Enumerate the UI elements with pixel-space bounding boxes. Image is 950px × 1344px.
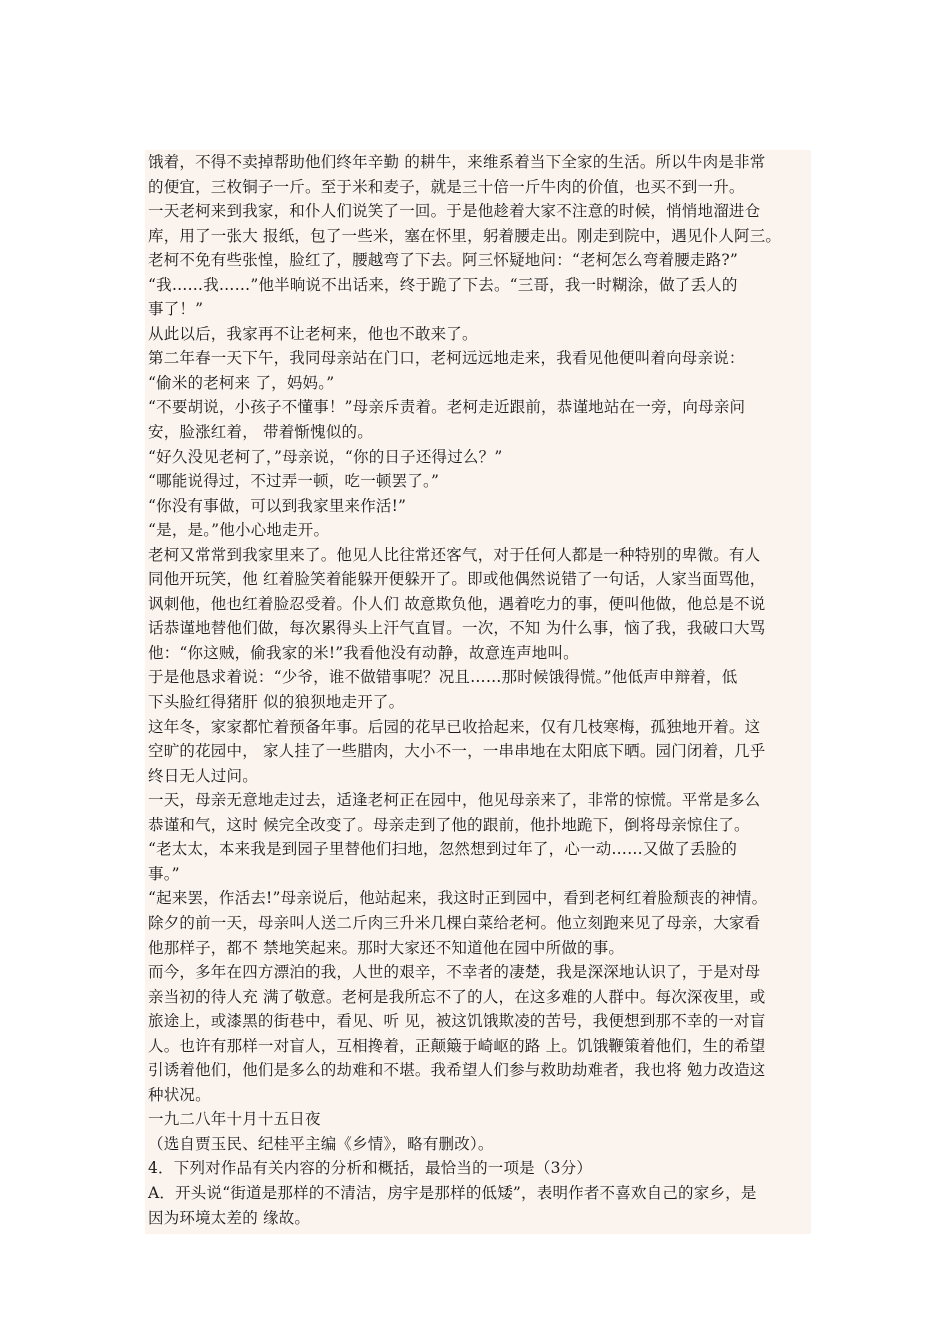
text-line: 空旷的花园中， 家人挂了一些腊肉，大小不一，一串串地在太阳底下晒。园门闭着，几乎 bbox=[148, 742, 766, 761]
text-line: 下头脸红得猪肝 似的狼狈地走开了。 bbox=[148, 693, 405, 712]
signature-date: 一九二八年十月十五日夜 bbox=[148, 1110, 321, 1129]
text-line: 种状况。 bbox=[148, 1085, 211, 1104]
text-line: “老太太，本来我是到园子里替他们扫地，忽然想到过年了，心一动……又做了丢脸的 bbox=[148, 840, 738, 859]
text-line: “我……我……”他半晌说不出话来，终于跪了下去。“三哥，我一时糊涂，做了丢人的 bbox=[148, 275, 738, 294]
text-line: 事了！” bbox=[148, 300, 204, 319]
text-line: “起来罢，作活去!”母亲说后，他站起来，我这时正到园中，看到老柯红着脸颓丧的神情。 bbox=[148, 889, 768, 908]
text-line: 饿着，不得不卖掉帮助他们终年辛勤 的耕牛，来维系着当下全家的生活。所以牛肉是非常 bbox=[148, 153, 766, 171]
option-a: A．开头说“街道是那样的不清洁，房宇是那样的低矮”，表明作者不喜欢自己的家乡，是 bbox=[148, 1183, 757, 1202]
text-line: 安，脸涨红着， 带着惭愧似的。 bbox=[148, 423, 373, 442]
text-line: 事。” bbox=[148, 864, 180, 883]
text-line: 老柯不免有些张惶，脸红了，腰越弯了下去。阿三怀疑地问：“老柯怎么弯着腰走路?” bbox=[148, 251, 738, 270]
text-line: 他：“你这贼，偷我家的米!”我看他没有动静，故意连声地叫。 bbox=[148, 643, 579, 662]
option-a-continued: 因为环境太差的 缘故。 bbox=[148, 1208, 311, 1227]
text-line: 第二年春一天下午，我同母亲站在门口，老柯远远地走来，我看见他便叫着向母亲说： bbox=[148, 349, 745, 368]
text-line: “好久没见老柯了，”母亲说，“你的日子还得过么？” bbox=[148, 447, 503, 466]
text-line: “是，是。”他小心地走开。 bbox=[148, 521, 330, 540]
source-note: （选自贾玉民、纪桂平主编《乡情》，略有删改）。 bbox=[148, 1134, 494, 1153]
question-stem: 4．下列对作品有关内容的分析和概括，最恰当的一项是（3分） bbox=[148, 1159, 593, 1178]
text-line: 从此以后，我家再不让老柯来，他也不敢来了。 bbox=[148, 324, 478, 343]
text-line: 引诱着他们，他们是多么的劫难和不堪。我希望人们参与救助劫难者，我也将 勉力改造这 bbox=[148, 1061, 766, 1080]
text-line: 人。也许有那样一对盲人，互相搀着，正颠簸于崎岖的路 上。饥饿鞭策着他们，生的希望 bbox=[148, 1036, 766, 1055]
text-line: 讽刺他，他也红着脸忍受着。仆人们 故意欺负他，遇着吃力的事，便叫他做，他总是不说 bbox=[148, 594, 766, 613]
text-line: 他那样子，都不 禁地笑起来。那时大家还不知道他在园中所做的事。 bbox=[148, 938, 625, 957]
text-line: 一天老柯来到我家，和仆人们说笑了一回。于是他趁着大家不注意的时候，悄悄地溜进仓 bbox=[148, 202, 761, 221]
text-line: “哪能说得过，不过弄一顿，吃一顿罢了。” bbox=[148, 472, 440, 491]
text-line: 库，用了一张大 报纸，包了一些米，塞在怀里，躬着腰走出。刚走到院中，遇见仆人阿三。 bbox=[148, 226, 782, 245]
text-line: 恭谨和气，这时 候完全改变了。母亲走到了他的跟前，他扑地跪下，倒将母亲惊住了。 bbox=[148, 815, 750, 834]
text-line: 于是他恳求着说：“少爷，谁不做错事呢？况且……那时候饿得慌。”他低声申辩着，低 bbox=[148, 668, 738, 687]
text-line: 而今，多年在四方漂泊的我，人世的艰辛，不幸者的凄楚，我是深深地认识了，于是对母 bbox=[148, 963, 761, 982]
text-line: “你没有事做，可以到我家里来作活!” bbox=[148, 496, 407, 515]
text-line: “不要胡说，小孩子不懂事！”母亲斥责着。老柯走近跟前，恭谨地站在一旁，向母亲问 bbox=[148, 398, 746, 417]
text-line: “偷米的老柯来 了，妈妈。” bbox=[148, 373, 335, 392]
text-line: 旅途上，或漆黑的街巷中，看见、听 见，被这饥饿欺凌的苦号，我便想到那不幸的一对盲 bbox=[148, 1012, 766, 1031]
text-line: 同他开玩笑，他 红着脸笑着能躲开便躲开了。即或他偶然说错了一句话，人家当面骂他， bbox=[148, 570, 766, 589]
text-line: 亲当初的待人充 满了敬意。老柯是我所忘不了的人，在这多难的人群中。每次深夜里，或 bbox=[148, 987, 766, 1006]
text-line: 终日无人过问。 bbox=[148, 766, 258, 785]
text-line: 除夕的前一天，母亲叫人送二斤肉三升米几棵白菜给老柯。他立刻跑来见了母亲，大家看 bbox=[148, 913, 761, 932]
document-body bbox=[145, 150, 811, 1234]
text-line: 老柯又常常到我家里来了。他见人比往常还客气，对于任何人都是一种特别的卑微。有人 bbox=[148, 545, 761, 564]
text-line: 这年冬，家家都忙着预备年事。后园的花早已收拾起来，仅有几枝寒梅，孤独地开着。这 bbox=[148, 717, 761, 736]
text-line: 话恭谨地替他们做，每次累得头上汗气直冒。一次，不知 为什么事，恼了我，我破口大骂 bbox=[148, 619, 766, 638]
text-line: 的便宜，三枚铜子一斤。至于米和麦子，就是三十倍一斤牛肉的价值，也买不到一升。 bbox=[148, 177, 745, 196]
text-line: 一天，母亲无意地走过去，适逢老柯正在园中，他见母亲来了，非常的惊慌。平常是多么 bbox=[148, 791, 761, 810]
